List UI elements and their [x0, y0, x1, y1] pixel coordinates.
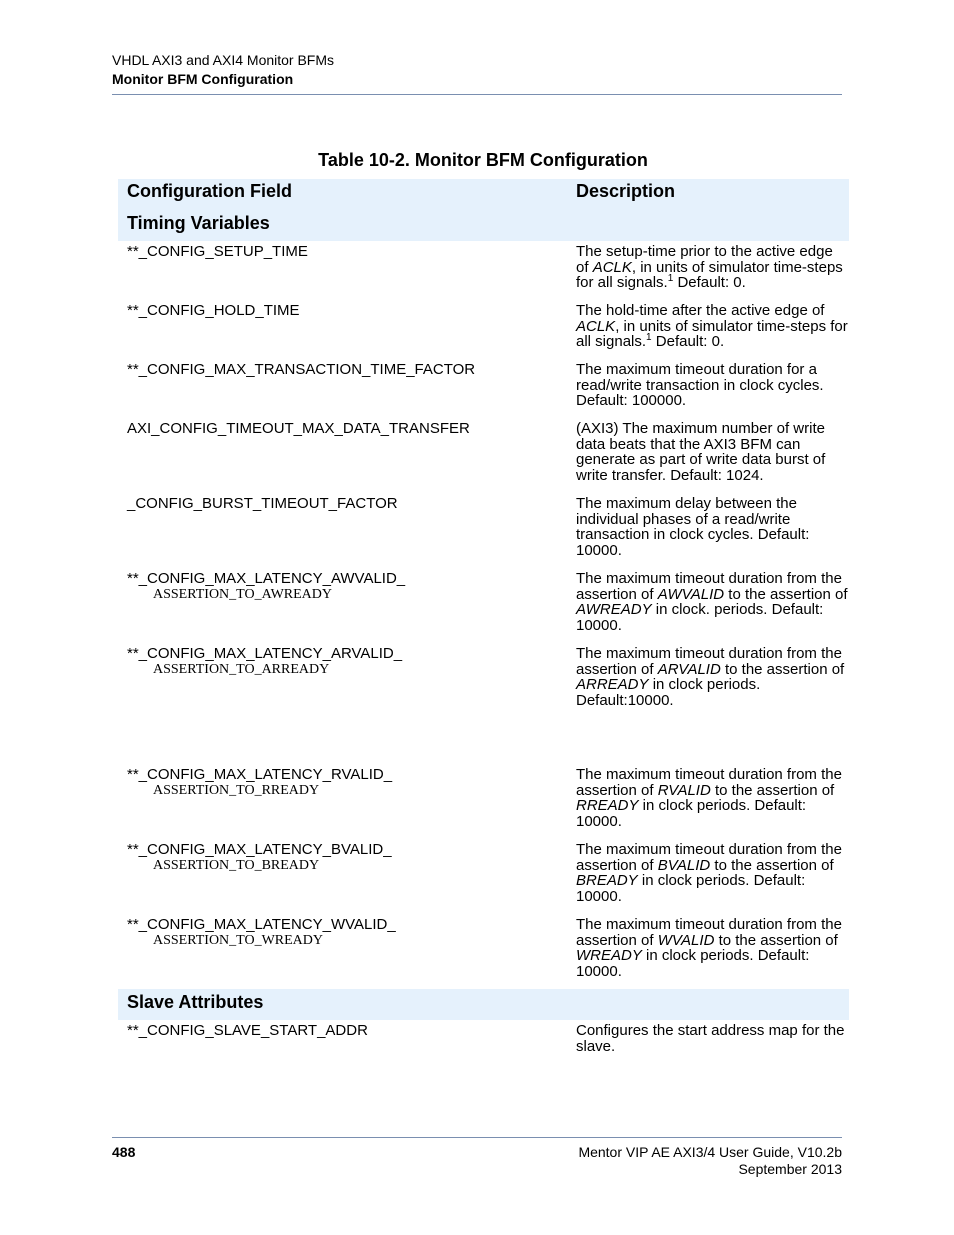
section-heading-timing: Timing Variables: [127, 213, 270, 233]
signal-name: ACLK: [592, 258, 632, 276]
config-field-name: [127, 421, 470, 437]
description-text: Default: 0.: [673, 274, 746, 291]
config-field-continuation: ASSERTION_TO_ARREADY: [153, 662, 330, 677]
config-field-continuation: ASSERTION_TO_BREADY: [153, 858, 320, 873]
config-field-name: [127, 244, 308, 260]
config-field-name: [127, 842, 392, 874]
description-text: The maximum timeout duration from the assertion of: [576, 570, 842, 603]
config-field-name: [127, 767, 392, 799]
config-field-description: [576, 646, 848, 708]
config-field-name: [127, 571, 405, 603]
signal-name: BVALID: [657, 856, 711, 874]
config-field-description: [576, 917, 848, 979]
signal-name: ARREADY: [576, 676, 649, 693]
description-text: The maximum timeout duration from the assertion of: [576, 645, 842, 678]
description-text: , in units of simulator time-steps for all signals.: [576, 258, 843, 291]
guide-title: Mentor VIP AE AXI3/4 User Guide, V10.2b: [578, 1144, 842, 1160]
description-text: The maximum timeout duration from the assertion of: [576, 766, 842, 799]
config-field-description: [576, 362, 848, 409]
publication-date: September 2013: [738, 1161, 842, 1177]
config-field-name: [127, 303, 300, 319]
description-text: Default: 0.: [651, 333, 725, 350]
config-field-name: [127, 1023, 368, 1039]
signal-name: WREADY: [576, 947, 642, 964]
description-text: The maximum timeout duration from the assertion of: [576, 916, 842, 949]
running-header-chapter: VHDL AXI3 and AXI4 Monitor BFMs: [112, 52, 335, 68]
description-text: The maximum timeout duration from the assertion of: [576, 841, 842, 874]
config-field-description: [576, 842, 848, 904]
footer-divider: [112, 1137, 842, 1138]
description-text: in clock. periods. Default: 10000.: [576, 601, 824, 634]
signal-name: BREADY: [576, 872, 638, 889]
running-header-section: Monitor BFM Configuration: [112, 71, 294, 87]
config-field-text: **_CONFIG_SETUP_TIME: [127, 243, 308, 260]
description-text: to the assertion of: [714, 931, 838, 949]
description-text: in clock periods. Default: 10000.: [576, 947, 810, 980]
config-field-text: **_CONFIG_MAX_LATENCY_ARVALID_: [127, 645, 403, 662]
signal-name: ARVALID: [657, 660, 721, 678]
config-field-continuation: ASSERTION_TO_AWREADY: [153, 587, 332, 602]
signal-name: AWVALID: [657, 585, 725, 603]
description-text: to the assertion of: [720, 660, 845, 678]
config-field-text: **_CONFIG_MAX_LATENCY_WVALID_: [127, 916, 396, 933]
config-field-name: [127, 362, 475, 378]
description-text: in clock periods. Default:10000.: [576, 676, 761, 709]
config-field-description: [576, 496, 848, 558]
description-text: The hold-time after the active edge of: [576, 302, 825, 319]
description-text: , in units of simulator time-steps for all signals.: [576, 317, 848, 350]
column-header-description: Description: [576, 181, 676, 201]
config-field-text: **_CONFIG_MAX_LATENCY_BVALID_: [127, 841, 392, 858]
config-field-name: [127, 496, 398, 512]
table-title: Table 10-2. Monitor BFM Configuration: [318, 150, 648, 170]
config-field-text: **_CONFIG_MAX_LATENCY_AWVALID_: [127, 570, 406, 587]
config-field-description: [576, 1023, 848, 1054]
description-text: The setup-time prior to the active edge of: [576, 243, 833, 276]
config-field-text: **_CONFIG_MAX_LATENCY_RVALID_: [127, 766, 393, 783]
config-field-description: [576, 421, 848, 483]
description-text: in clock periods. Default: 10000.: [576, 797, 807, 830]
description-text: The maximum delay between the individual phases of a read/write transaction in clock cycles. Default: 10000.: [576, 495, 810, 559]
config-field-name: [127, 646, 402, 678]
footnote-ref[interactable]: 1: [667, 273, 674, 284]
section-heading-slave: Slave Attributes: [127, 992, 264, 1012]
page-number: 488: [112, 1144, 136, 1160]
header-divider: [112, 94, 842, 95]
config-field-text: AXI_CONFIG_TIMEOUT_MAX_DATA_TRANSFER: [127, 420, 470, 437]
signal-name: RVALID: [657, 781, 711, 799]
config-field-text: _CONFIG_BURST_TIMEOUT_FACTOR: [127, 495, 398, 512]
config-field-description: [576, 244, 848, 291]
description-text: to the assertion of: [724, 585, 848, 603]
config-field-text: **_CONFIG_MAX_TRANSACTION_TIME_FACTOR: [127, 361, 476, 378]
description-text: (AXI3) The maximum number of write data beats that the AXI3 BFM can generate as part of write data burst of write transfer. Default: 1024.: [576, 420, 826, 484]
config-field-description: [576, 303, 848, 350]
config-field-description: [576, 767, 848, 829]
description-text: in clock periods. Default: 10000.: [576, 872, 806, 905]
config-field-text: **_CONFIG_HOLD_TIME: [127, 302, 300, 319]
description-text: Configures the start address map for the slave.: [576, 1022, 845, 1055]
description-text: The maximum timeout duration for a read/write transaction in clock cycles. Default: 100000.: [576, 361, 824, 409]
config-field-text: **_CONFIG_SLAVE_START_ADDR: [127, 1022, 368, 1039]
column-header-field: Configuration Field: [127, 181, 292, 201]
description-text: to the assertion of: [710, 781, 835, 799]
signal-name: RREADY: [576, 797, 639, 814]
signal-name: ACLK: [576, 317, 616, 335]
footer-info: [578, 1144, 842, 1178]
config-field-continuation: ASSERTION_TO_RREADY: [153, 783, 320, 798]
signal-name: WVALID: [657, 931, 715, 949]
config-field-name: [127, 917, 396, 949]
description-text: to the assertion of: [710, 856, 834, 874]
config-field-description: [576, 571, 848, 633]
footnote-ref[interactable]: 1: [646, 332, 652, 343]
signal-name: AWREADY: [576, 601, 652, 618]
config-field-continuation: ASSERTION_TO_WREADY: [153, 933, 324, 948]
